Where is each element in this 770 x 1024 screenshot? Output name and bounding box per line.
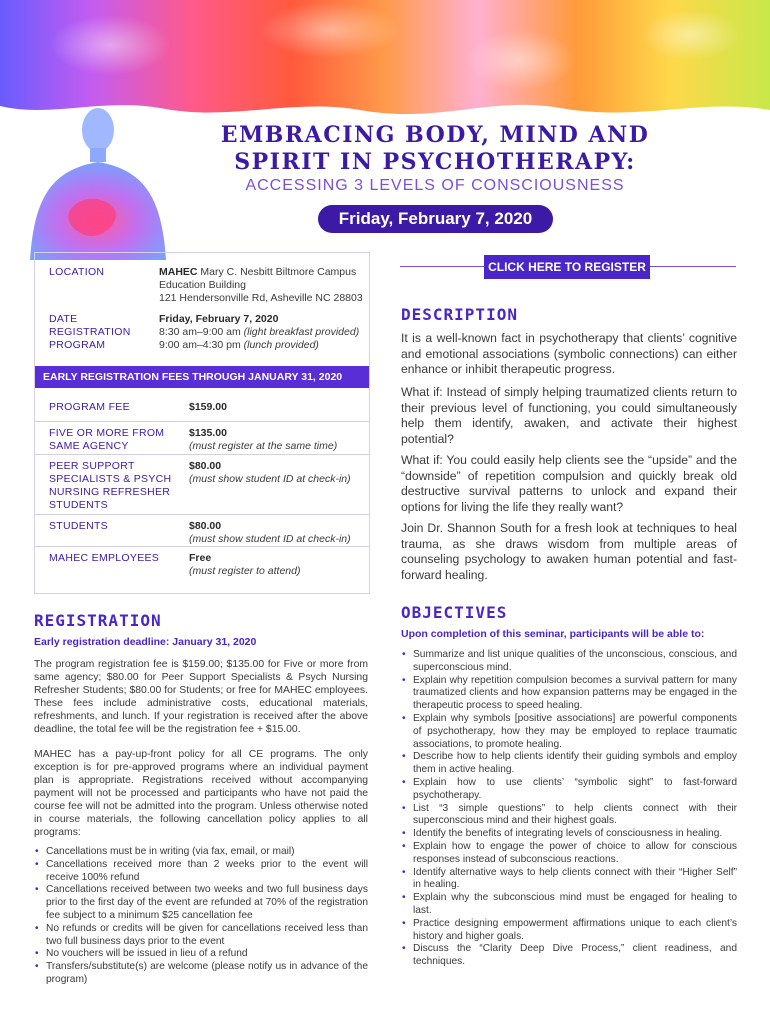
- title-line-2: SPIRIT IN PSYCHOTHERAPY:: [234, 149, 636, 175]
- list-item: • Summarize and list unique qualities of the unconscious, conscious, and superconscious mind.: [401, 649, 737, 675]
- event-title: [165, 122, 705, 176]
- list-item: • Discuss the “Clarity Deep Dive Process,” client readiness, and techniques.: [401, 943, 737, 969]
- list-item: • No refunds or credits will be given for cancellations received less than two full business days prior to the event: [34, 923, 368, 949]
- objectives-list: [401, 649, 737, 969]
- info-box: [34, 252, 370, 594]
- description-heading: DESCRIPTION: [401, 305, 518, 324]
- date-value: Friday, February 7, 2020: [159, 313, 279, 325]
- location-value: [159, 266, 379, 305]
- list-item: • Identify alternative ways to help clients connect with their “Higher Self” in healing.: [401, 867, 737, 893]
- date-label: DATE: [49, 313, 78, 325]
- location-line3: 121 Hendersonville Rd, Asheville NC 28803: [159, 292, 363, 304]
- list-item: • Identify the benefits of integrating levels of consciousness in healing.: [401, 828, 737, 841]
- list-item: • Describe how to help clients identify their guiding symbols and employ them in active healing.: [401, 751, 737, 777]
- registration-deadline: Early registration deadline: January 31, 2020: [34, 636, 257, 648]
- list-item: • Transfers/substitute(s) are welcome (please notify us in advance of the program): [34, 961, 368, 987]
- divider: [35, 514, 369, 515]
- fee-label: STUDENTS: [49, 520, 108, 532]
- fees-header: EARLY REGISTRATION FEES THROUGH JANUARY 31, 2020: [35, 366, 369, 388]
- divider: [35, 421, 369, 422]
- location-org: MAHEC: [159, 266, 198, 278]
- program-time: 9:00 am–4:30 pm: [159, 339, 244, 351]
- fee-note: (must register to attend): [189, 565, 301, 577]
- title-line-1: EMBRACING BODY, MIND AND: [220, 122, 650, 148]
- divider: [35, 454, 369, 455]
- location-line2: Education Building: [159, 279, 246, 291]
- list-item: • Explain how to use clients’ “symbolic sight” to fast-forward psychotherapy.: [401, 777, 737, 803]
- cancellation-policy-list: [34, 846, 368, 987]
- program-note: (lunch provided): [243, 339, 319, 351]
- register-button[interactable]: CLICK HERE TO REGISTER: [484, 255, 650, 279]
- fee-amount: $80.00: [189, 520, 222, 532]
- description-paragraph: What if: Instead of simply helping traumatized clients return to their previous level of functioning, you could simultaneously help them identify, awaken, and activate their highest potential?: [401, 385, 737, 446]
- divider: [35, 546, 369, 547]
- list-item: • Cancellations received between two weeks and two full business days prior to the first day of the event are refunded at 70% of the registration fee subject to a minimum $25 cancellation fee: [34, 884, 368, 922]
- registration-heading: REGISTRATION: [34, 611, 162, 630]
- fee-amount: $159.00: [189, 401, 227, 413]
- fee-note: (must register at the same time): [189, 440, 338, 452]
- fee-label: MAHEC EMPLOYEES: [49, 552, 160, 564]
- objectives-heading: OBJECTIVES: [401, 603, 508, 622]
- fee-note: (must show student ID at check-in): [189, 473, 351, 485]
- description-paragraph: What if: You could easily help clients see the “upside” and the “downside” of repetition compulsion and quickly break old destructive survival patterns to unlock and expand their options for living the life they really want?: [401, 453, 737, 514]
- fee-amount: $135.00: [189, 427, 227, 439]
- list-item: • Cancellations must be in writing (via fax, email, or mail): [34, 846, 368, 859]
- registration-time: 8:30 am–9:00 am: [159, 326, 244, 338]
- fee-label: PEER SUPPORT SPECIALISTS & PSYCH NURSING REFRESHER STUDENTS: [49, 460, 172, 511]
- fee-label: FIVE OR MORE FROM SAME AGENCY: [49, 427, 165, 452]
- description-paragraph: Join Dr. Shannon South for a fresh look at techniques to heal trauma, as she draws wisdom from multiple areas of counseling psychology to awaken human potential and fast-forward healing.: [401, 521, 737, 582]
- location-label: LOCATION: [49, 266, 105, 278]
- fee-note: (must show student ID at check-in): [189, 533, 351, 545]
- registration-paragraph: The program registration fee is $159.00; $135.00 for Five or more from same agency; $80.00 for Peer Support Specialists & Psych Nursing Refresher Students; $80.00 for Students; or free for MAHEC employees. These fees include administrative costs, educational materials, refreshments, and lunch. If your registration is received after the above deadline, the total fee will be the registration fee + $15.00.: [34, 659, 368, 735]
- event-subtitle: ACCESSING 3 LEVELS OF CONSCIOUSNESS: [245, 177, 625, 194]
- program-label: PROGRAM: [49, 339, 106, 351]
- list-item: • List “3 simple questions” to help clients connect with their superconscious mind and their highest goals.: [401, 803, 737, 829]
- registration-label: REGISTRATION: [49, 326, 131, 338]
- list-item: • Cancellations received more than 2 weeks prior to the event will receive 100% refund: [34, 859, 368, 885]
- list-item: • Explain why symbols [positive associations] are powerful components of psychotherapy, how they may be employed to replace traumatic associations, to promote healing.: [401, 713, 737, 751]
- location-line1: Mary C. Nesbitt Biltmore Campus: [197, 266, 357, 278]
- fee-label: PROGRAM FEE: [49, 401, 130, 413]
- registration-paragraph: MAHEC has a pay-up-front policy for all CE programs. The only exception is for pre-approved programs where an individual payment plan is appropriate. Registrations received without accompanying payment will not be processed and participants who have not paid the course fee will not be admitted into the program. Unless otherwise noted in course materials, the following cancellation policy applies to all programs:: [34, 749, 368, 838]
- description-paragraph: It is a well-known fact in psychotherapy that clients’ cognitive and emotional associations (symbolic connections) can either enhance or inhibit therapeutic progress.: [401, 331, 737, 376]
- fee-amount: $80.00: [189, 460, 222, 472]
- human-figure-illustration: [10, 100, 190, 260]
- objectives-intro: Upon completion of this seminar, participants will be able to:: [401, 628, 705, 640]
- list-item: • Explain how to engage the power of choice to allow for conscious responses instead of subconscious reactions.: [401, 841, 737, 867]
- list-item: • Practice designing empowerment affirmations unique to each client’s history and higher goals.: [401, 918, 737, 944]
- list-item: • Explain why the subconscious mind must be engaged for healing to last.: [401, 892, 737, 918]
- event-date-badge: Friday, February 7, 2020: [318, 205, 553, 233]
- divider: [650, 266, 736, 267]
- fee-amount: Free: [189, 552, 212, 564]
- list-item: • No vouchers will be issued in lieu of a refund: [34, 948, 368, 961]
- divider: [400, 266, 484, 267]
- registration-note: (light breakfast provided): [243, 326, 360, 338]
- list-item: • Explain why repetition compulsion becomes a survival pattern for many traumatized clients and how expansion patterns may be engaged in the therapeutic process to speed healing.: [401, 675, 737, 713]
